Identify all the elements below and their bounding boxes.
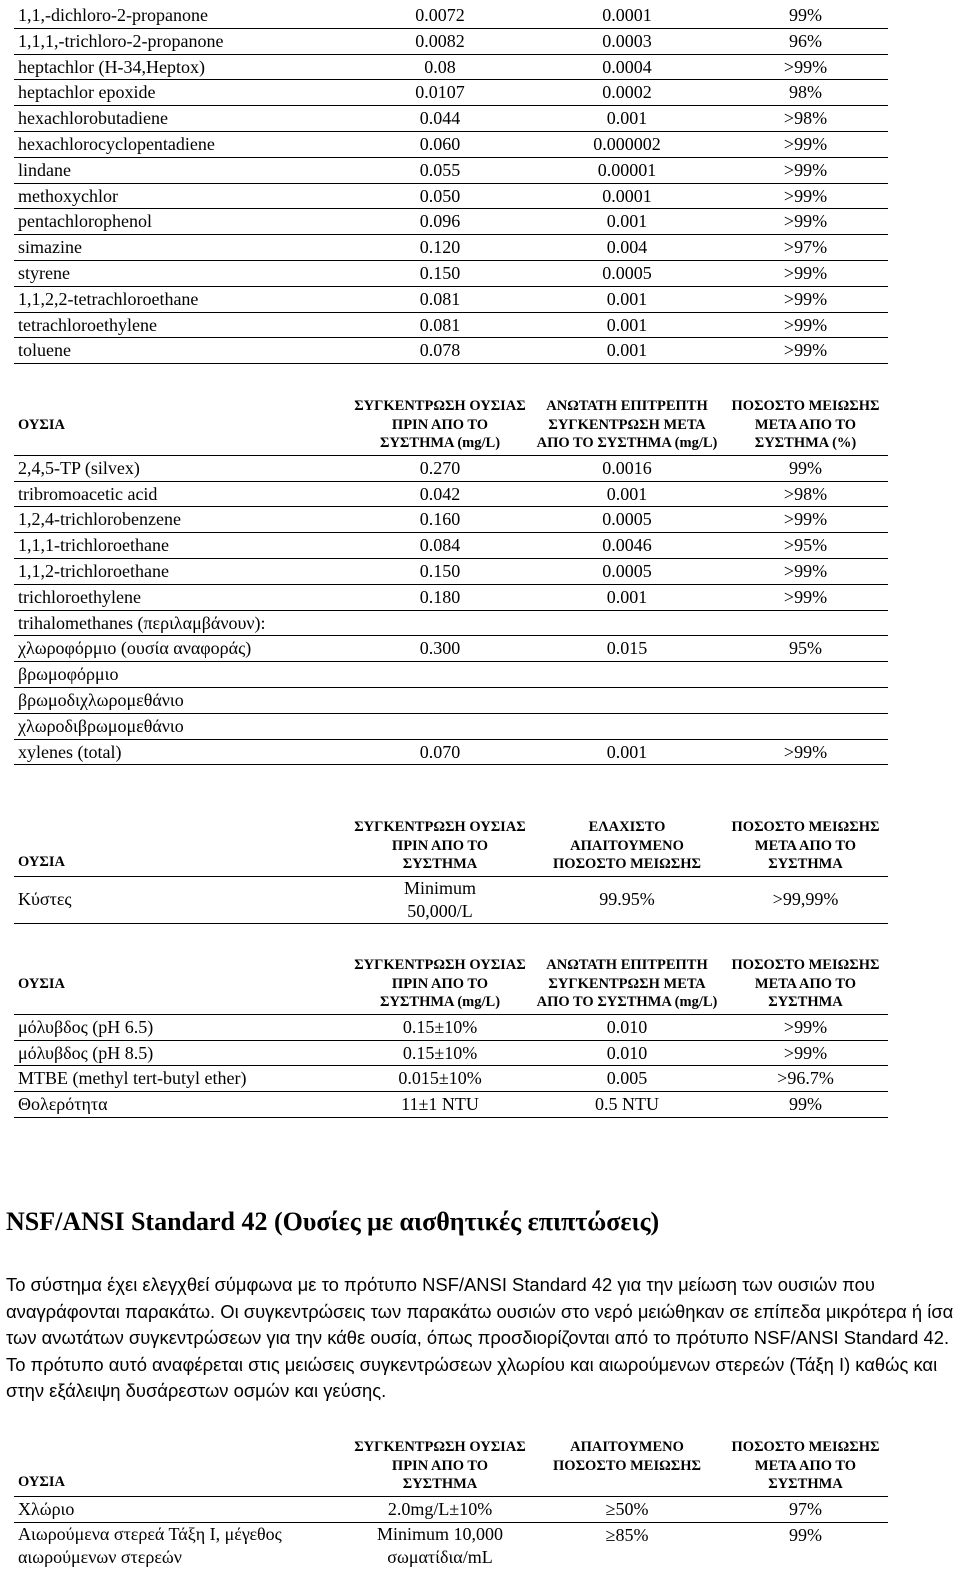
cell-reduction: 96% <box>723 28 888 54</box>
cell-after: 0.015 <box>531 636 723 662</box>
cell-before: 0.096 <box>349 209 531 235</box>
cell-before: 0.042 <box>349 481 531 507</box>
cell-before: 0.070 <box>349 739 531 765</box>
table-row <box>14 481 888 507</box>
cell-substance: χλωροδιβρωμομεθάνιο <box>14 713 349 739</box>
cell-reduction: >99% <box>723 507 888 533</box>
cell-before: 0.150 <box>349 260 531 286</box>
cell-reduction <box>723 713 888 739</box>
table-row <box>14 1092 888 1118</box>
cell-before <box>349 713 531 739</box>
cell-after: 0.0005 <box>531 558 723 584</box>
cell-reduction: >98% <box>723 106 888 132</box>
table-row <box>14 157 888 183</box>
table-row <box>14 455 888 481</box>
header-before: ΣΥΓΚΕΝΤΡΩΣΗ ΟΥΣΙΑΣ ΠΡΙΝ ΑΠΟ ΤΟ ΣΥΣΤΗΜΑ <box>349 1436 531 1496</box>
table-row <box>14 235 888 261</box>
lead-mtbe-table <box>14 954 888 1118</box>
cell-after: 0.0005 <box>531 507 723 533</box>
table-row <box>14 558 888 584</box>
cell-required-reduction: ≥85% <box>605 1524 649 1545</box>
cell-reduction: >99% <box>723 739 888 765</box>
cell-substance: toluene <box>14 338 349 364</box>
cell-substance: 1,1,1,-trichloro-2-propanone <box>14 28 349 54</box>
cell-after: 0.0001 <box>531 3 723 28</box>
cell-after: 0.001 <box>531 312 723 338</box>
cell-substance: tribromoacetic acid <box>14 481 349 507</box>
cell-after: 0.001 <box>531 481 723 507</box>
cell-after: 0.001 <box>531 584 723 610</box>
table-row <box>14 183 888 209</box>
cell-reduction: >99% <box>723 54 888 80</box>
cell-after: 0.000002 <box>531 131 723 157</box>
cell-substance: Χλώριο <box>14 1496 349 1522</box>
cell-before: 0.150 <box>349 558 531 584</box>
cell-after: 0.001 <box>531 739 723 765</box>
header-min-reduction: ΕΛΑΧΙΣΤΟ ΑΠΑΙΤΟΥΜΕΝΟ ΠΟΣΟΣΤΟ ΜΕΙΩΣΗΣ <box>531 816 723 876</box>
cell-after: 0.0002 <box>531 80 723 106</box>
cell-substance: βρωμοδιχλωρομεθάνιο <box>14 687 349 713</box>
header-required-reduction: ΑΠΑΙΤΟΥΜΕΝΟ ΠΟΣΟΣΤΟ ΜΕΙΩΣΗΣ <box>531 1436 723 1496</box>
cell-reduction: >99% <box>723 183 888 209</box>
cell-reduction: >99% <box>723 338 888 364</box>
cell-after: 0.001 <box>531 286 723 312</box>
cell-substance: hexachlorocyclopentadiene <box>14 131 349 157</box>
table-row <box>14 54 888 80</box>
cell-before: 0.270 <box>349 455 531 481</box>
cell-before: 0.015±10% <box>349 1066 531 1092</box>
cell-substance: χλωροφόρμιο (ουσία αναφοράς) <box>14 636 349 662</box>
table-row <box>14 80 888 106</box>
table-row <box>14 713 888 739</box>
cell-min-reduction: 99.95% <box>531 876 723 923</box>
cell-before: Minimum 10,000 σωματίδια/mL <box>376 1523 503 1567</box>
cell-after <box>531 687 723 713</box>
cell-before: Minimum 50,000/L <box>349 876 531 923</box>
table-row <box>14 338 888 364</box>
cell-reduction: >98% <box>723 481 888 507</box>
header-substance: ΟΥΣΙΑ <box>14 954 349 1014</box>
cell-before: 0.078 <box>349 338 531 364</box>
cell-after <box>531 713 723 739</box>
cell-before: 2.0mg/L±10% <box>349 1496 531 1522</box>
cell-before: 0.0072 <box>349 3 531 28</box>
table-row <box>14 739 888 765</box>
table-row <box>14 507 888 533</box>
cell-after: 0.5 NTU <box>531 1092 723 1118</box>
cell-substance: 1,1,1-trichloroethane <box>14 533 349 559</box>
cell-substance: trihalomethanes (περιλαμβάνουν): <box>14 610 349 636</box>
table-row <box>14 312 888 338</box>
cell-reduction: 99% <box>723 455 888 481</box>
cell-reduction: >99% <box>723 558 888 584</box>
cell-substance: 1,1,-dichloro-2-propanone <box>14 3 349 28</box>
cell-after: 0.0005 <box>531 260 723 286</box>
cell-reduction: 95% <box>723 636 888 662</box>
cell-reduction: >99% <box>723 157 888 183</box>
table-row <box>14 1040 888 1066</box>
cell-after: 0.010 <box>531 1040 723 1066</box>
cysts-table <box>14 816 888 924</box>
table-row <box>14 610 888 636</box>
contaminants-table-1 <box>14 3 888 364</box>
cell-after: 0.0016 <box>531 455 723 481</box>
table-header-row <box>14 1436 888 1496</box>
cell-before: 0.055 <box>349 157 531 183</box>
table-row <box>14 1066 888 1092</box>
header-before: ΣΥΓΚΕΝΤΡΩΣΗ ΟΥΣΙΑΣ ΠΡΙΝ ΑΠΟ ΤΟ ΣΥΣΤΗΜΑ (mg/L) <box>349 395 531 455</box>
cell-reduction: >96.7% <box>723 1066 888 1092</box>
header-before: ΣΥΓΚΕΝΤΡΩΣΗ ΟΥΣΙΑΣ ΠΡΙΝ ΑΠΟ ΤΟ ΣΥΣΤΗΜΑ (mg/L) <box>349 954 531 1014</box>
cell-reduction: >99% <box>723 312 888 338</box>
cell-after: 0.0004 <box>531 54 723 80</box>
cell-before <box>349 687 531 713</box>
cell-reduction: >99% <box>723 286 888 312</box>
header-substance: ΟΥΣΙΑ <box>14 395 349 455</box>
cell-substance: xylenes (total) <box>14 739 349 765</box>
cell-substance: hexachlorobutadiene <box>14 106 349 132</box>
cell-substance: 2,4,5-TP (silvex) <box>14 455 349 481</box>
table-header-row <box>14 954 888 1014</box>
header-reduction: ΠΟΣΟΣΤΟ ΜΕΙΩΣΗΣ ΜΕΤΑ ΑΠΟ ΤΟ ΣΥΣΤΗΜΑ <box>723 954 888 1014</box>
cell-substance: heptachlor (H-34,Heptox) <box>14 54 349 80</box>
cell-reduction: >99% <box>723 1014 888 1040</box>
cell-before: 0.08 <box>349 54 531 80</box>
cell-substance: lindane <box>14 157 349 183</box>
cell-after: 0.005 <box>531 1066 723 1092</box>
cell-reduction: 99% <box>723 1092 888 1118</box>
table-row <box>14 1522 888 1569</box>
cell-before: 0.060 <box>349 131 531 157</box>
header-max-after: ΑΝΩΤΑΤΗ ΕΠΙΤΡΕΠΤΗ ΣΥΓΚΕΝΤΡΩΣΗ ΜΕΤΑ ΑΠΟ ΤΟ ΣΥΣΤΗΜΑ (mg/L) <box>531 395 723 455</box>
cell-after: 0.010 <box>531 1014 723 1040</box>
nsf-42-table <box>14 1436 888 1569</box>
cell-after: 0.00001 <box>531 157 723 183</box>
header-before: ΣΥΓΚΕΝΤΡΩΣΗ ΟΥΣΙΑΣ ΠΡΙΝ ΑΠΟ ΤΟ ΣΥΣΤΗΜΑ <box>349 816 531 876</box>
cell-before: 0.050 <box>349 183 531 209</box>
cell-after <box>531 662 723 688</box>
table-row <box>14 3 888 28</box>
cell-reduction: >99% <box>723 209 888 235</box>
cell-reduction: >99% <box>723 584 888 610</box>
table-row <box>14 1496 888 1522</box>
cell-substance: 1,1,2,2-tetrachloroethane <box>14 286 349 312</box>
cell-reduction: 99% <box>789 1524 822 1545</box>
cell-after: 0.001 <box>531 338 723 364</box>
table-row <box>14 533 888 559</box>
header-max-after: ΑΝΩΤΑΤΗ ΕΠΙΤΡΕΠΤΗ ΣΥΓΚΕΝΤΡΩΣΗ ΜΕΤΑ ΑΠΟ ΤΟ ΣΥΣΤΗΜΑ (mg/L) <box>531 954 723 1014</box>
cell-before: 0.081 <box>349 312 531 338</box>
cell-before: 11±1 NTU <box>349 1092 531 1118</box>
cell-reduction: >99% <box>723 260 888 286</box>
header-reduction: ΠΟΣΟΣΤΟ ΜΕΙΩΣΗΣ ΜΕΤΑ ΑΠΟ ΤΟ ΣΥΣΤΗΜΑ <box>723 1436 888 1496</box>
cell-before: 0.044 <box>349 106 531 132</box>
cell-reduction: >99% <box>723 131 888 157</box>
cell-substance: styrene <box>14 260 349 286</box>
cell-before: 0.15±10% <box>349 1040 531 1066</box>
cell-after: 0.001 <box>531 209 723 235</box>
cell-substance: methoxychlor <box>14 183 349 209</box>
table-row <box>14 28 888 54</box>
cell-reduction: 97% <box>723 1496 888 1522</box>
cell-substance: μόλυβδος (pH 6.5) <box>14 1014 349 1040</box>
cell-reduction <box>723 610 888 636</box>
table-header-row <box>14 816 888 876</box>
section-heading: NSF/ANSI Standard 42 (Ουσίες με αισθητικές επιπτώσεις) <box>6 1207 660 1236</box>
cell-substance: Θολερότητα <box>14 1092 349 1118</box>
cell-before: 0.0107 <box>349 80 531 106</box>
header-substance: ΟΥΣΙΑ <box>14 816 349 876</box>
table-row <box>14 636 888 662</box>
cell-before: 0.15±10% <box>349 1014 531 1040</box>
header-reduction: ΠΟΣΟΣΤΟ ΜΕΙΩΣΗΣ ΜΕΤΑ ΑΠΟ ΤΟ ΣΥΣΤΗΜΑ <box>723 816 888 876</box>
cell-reduction: >99,99% <box>723 876 888 923</box>
cell-required-reduction: ≥50% <box>531 1496 723 1522</box>
cell-after: 0.004 <box>531 235 723 261</box>
table-header-row <box>14 395 888 455</box>
cell-substance: Κύστες <box>14 876 349 923</box>
section-paragraph: Το σύστημα έχει ελεγχθεί σύμφωνα με το πρότυπο NSF/ANSI Standard 42 για την μείωση των ουσιών που αναγράφονται παρακάτω. Οι συγκεντρώσεις των παρακάτω ουσιών στο νερό μειώθηκαν σε επίπεδα μικρότερα ή ίσα των ανωτάτων συγκεντρώσεων για την κάθε ουσία, όπως προσδιορίζονται από το πρότυπο NSF/ANSI Standard 42. Το πρότυπο αυτό αναφέρεται στις μειώσεις συγκεντρώσεων χλωρίου και αιωρούμενων στερεών (Τάξη Ι) καθώς και στην εξάλειψη δυσάρεστων οσμών και γεύσης. <box>6 1274 954 1401</box>
cell-substance: Αιωρούμενα στερεά Τάξη Ι, μέγεθος αιωρούμενων στερεών <box>18 1523 282 1567</box>
cell-after: 0.0003 <box>531 28 723 54</box>
cell-reduction: 98% <box>723 80 888 106</box>
table-row <box>14 687 888 713</box>
cell-before: 0.0082 <box>349 28 531 54</box>
cell-substance: simazine <box>14 235 349 261</box>
table-row <box>14 131 888 157</box>
cell-substance: heptachlor epoxide <box>14 80 349 106</box>
cell-before: 0.120 <box>349 235 531 261</box>
cell-reduction <box>723 687 888 713</box>
table-row <box>14 662 888 688</box>
cell-before: 0.084 <box>349 533 531 559</box>
cell-after: 0.0046 <box>531 533 723 559</box>
table-row <box>14 286 888 312</box>
cell-substance: tetrachloroethylene <box>14 312 349 338</box>
cell-substance: pentachlorophenol <box>14 209 349 235</box>
cell-reduction: >99% <box>723 1040 888 1066</box>
cell-after: 0.0001 <box>531 183 723 209</box>
table-row <box>14 1014 888 1040</box>
cell-substance: μόλυβδος (pH 8.5) <box>14 1040 349 1066</box>
cell-after <box>531 610 723 636</box>
contaminants-table-2 <box>14 395 888 765</box>
cell-substance: 1,1,2-trichloroethane <box>14 558 349 584</box>
table-row <box>14 260 888 286</box>
cell-after: 0.001 <box>531 106 723 132</box>
cell-before <box>349 610 531 636</box>
cell-before: 0.300 <box>349 636 531 662</box>
cell-substance: MTBE (methyl tert-butyl ether) <box>14 1066 349 1092</box>
cell-reduction <box>723 662 888 688</box>
cell-substance: trichloroethylene <box>14 584 349 610</box>
header-substance: ΟΥΣΙΑ <box>14 1436 349 1496</box>
cell-substance: βρωμοφόρμιο <box>14 662 349 688</box>
cell-substance: 1,2,4-trichlorobenzene <box>14 507 349 533</box>
table-row <box>14 584 888 610</box>
cell-before: 0.180 <box>349 584 531 610</box>
cell-reduction: 99% <box>723 3 888 28</box>
cell-before <box>349 662 531 688</box>
cell-before: 0.081 <box>349 286 531 312</box>
table-row <box>14 106 888 132</box>
cell-reduction: >97% <box>723 235 888 261</box>
cell-reduction: >95% <box>723 533 888 559</box>
header-reduction: ΠΟΣΟΣΤΟ ΜΕΙΩΣΗΣ ΜΕΤΑ ΑΠΟ ΤΟ ΣΥΣΤΗΜΑ (%) <box>723 395 888 455</box>
cell-before: 0.160 <box>349 507 531 533</box>
table-row <box>14 876 888 923</box>
table-row <box>14 209 888 235</box>
